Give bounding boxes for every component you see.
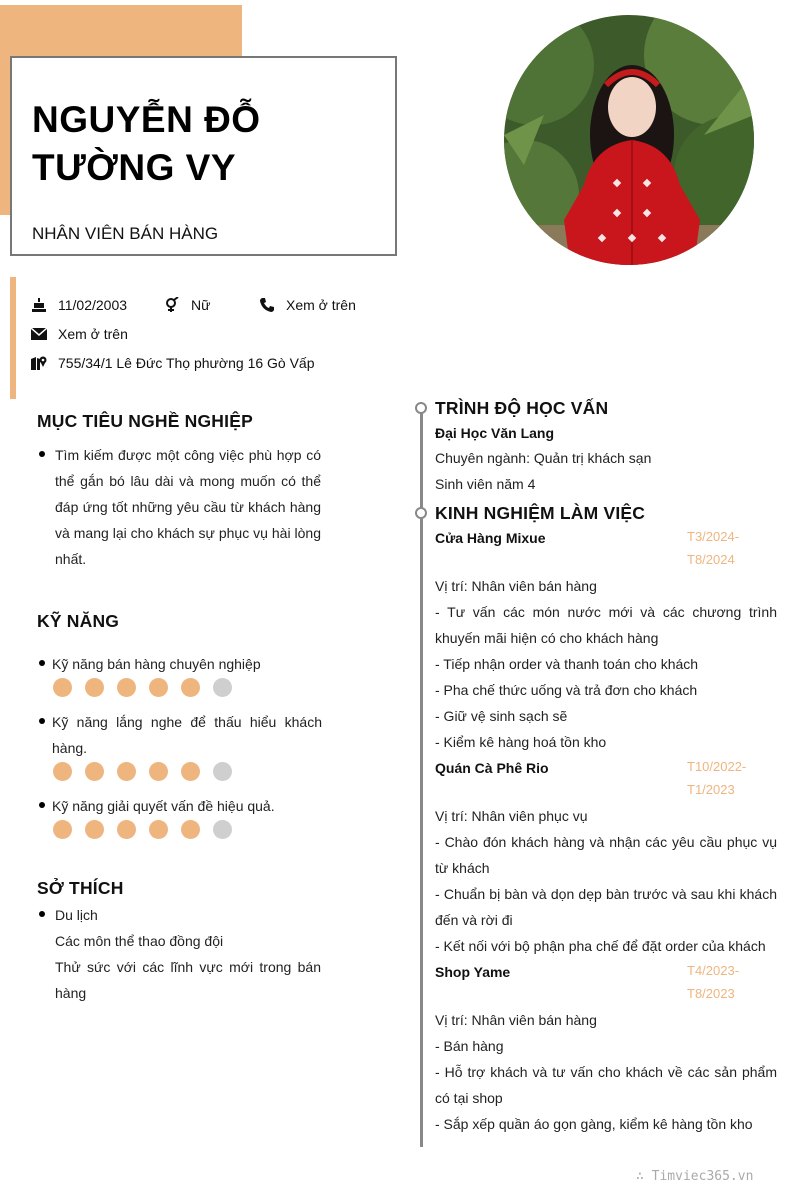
job-date-start: T10/2022- [687, 759, 747, 774]
rating-dot-filled [85, 820, 104, 839]
education-title: TRÌNH ĐỘ HỌC VẤN [435, 398, 609, 418]
phone-icon [258, 296, 276, 314]
skills-title: KỸ NĂNG [37, 611, 120, 631]
skill-label: Kỹ năng bán hàng chuyên nghiệp [52, 656, 261, 672]
skill-rating [53, 678, 232, 697]
rating-dot-filled [85, 762, 104, 781]
job-date-end: T8/2024 [687, 552, 735, 567]
job-duty: - Chuẩn bị bàn và dọn dẹp bàn trước và sau khi khách đến và rời đi [435, 886, 777, 928]
watermark: ∴ Timviec365.vn [636, 1169, 754, 1184]
rating-dot-filled [85, 678, 104, 697]
skill-bullet [39, 802, 45, 808]
envelope-icon [30, 325, 48, 343]
skill-bullet [39, 660, 45, 666]
hobby-bullet [39, 911, 45, 917]
timeline-node [415, 402, 427, 414]
job-date-end: T1/2023 [687, 782, 735, 797]
rating-dot-filled [181, 678, 200, 697]
contact-email [30, 325, 128, 343]
rating-dot-empty [213, 678, 232, 697]
skill-rating [53, 762, 232, 781]
rating-dot-filled [181, 762, 200, 781]
rating-dot-filled [117, 762, 136, 781]
birthday-value: 11/02/2003 [58, 297, 128, 313]
hobby-item: Các môn thể thao đồng đội [55, 933, 224, 949]
rating-dot-filled [181, 820, 200, 839]
rating-dot-filled [117, 678, 136, 697]
job-duty: - Hỗ trợ khách và tư vấn cho khách về các sản phẩm có tại shop [435, 1064, 777, 1106]
job-duty: - Tư vấn các món nước mới và các chương trình khuyến mãi hiện có cho khách hàng [435, 604, 777, 646]
name-box [10, 56, 397, 256]
job-duty: - Kiểm kê hàng hoá tồn kho [435, 734, 607, 750]
rating-dot-filled [149, 820, 168, 839]
timeline-line [420, 412, 423, 1147]
job-duty: - Kết nối với bộ phận pha chế để đặt order của khách [435, 938, 766, 954]
skill-label: Kỹ năng giải quyết vấn đề hiệu quả. [52, 798, 275, 814]
hobby-item: Thử sức với các lĩnh vực mới trong bán hàng [55, 959, 321, 1001]
job-position: Vị trí: Nhân viên bán hàng [435, 578, 597, 594]
job-duty: - Sắp xếp quần áo gọn gàng, kiểm kê hàng tồn kho [435, 1116, 753, 1132]
contact-birthday [30, 296, 127, 314]
job-date-start: T4/2023- [687, 963, 740, 978]
candidate-name: NGUYỄN ĐỖ TƯỜNG VY [32, 99, 261, 188]
timeline-node [415, 507, 427, 519]
job-company: Shop Yame [435, 964, 511, 980]
job-company: Quán Cà Phê Rio [435, 760, 549, 776]
birthday-cake-icon [30, 296, 48, 314]
rating-dot-filled [53, 678, 72, 697]
education-major: Chuyên ngành: Quản trị khách sạn [435, 450, 652, 466]
contact-phone [258, 296, 356, 314]
contact-gender [163, 296, 210, 314]
address-value: 755/34/1 Lê Đức Thọ phường 16 Gò Vấp [58, 355, 315, 371]
objective-title: MỤC TIÊU NGHỀ NGHIỆP [37, 411, 253, 431]
job-position: Vị trí: Nhân viên phục vụ [435, 808, 588, 824]
job-duty: - Chào đón khách hàng và nhận các yêu cầu phục vụ từ khách [435, 834, 777, 876]
education-school: Đại Học Văn Lang [435, 425, 555, 441]
skill-rating [53, 820, 232, 839]
contact-address [30, 354, 315, 372]
rating-dot-empty [213, 820, 232, 839]
contact-accent-bar [10, 277, 16, 399]
email-value: Xem ở trên [58, 326, 128, 342]
profile-photo [504, 15, 754, 265]
education-year: Sinh viên năm 4 [435, 476, 536, 492]
job-date-start: T3/2024- [687, 529, 740, 544]
job-duty: - Pha chế thức uống và trả đơn cho khách [435, 682, 698, 698]
gender-value: Nữ [191, 297, 211, 313]
job-title: NHÂN VIÊN BÁN HÀNG [32, 224, 219, 243]
skill-label: Kỹ năng lắng nghe để thấu hiểu khách hàng. [52, 714, 322, 756]
experience-title: KINH NGHIỆM LÀM VIỆC [435, 503, 646, 523]
rating-dot-filled [53, 762, 72, 781]
rating-dot-filled [149, 678, 168, 697]
rating-dot-filled [53, 820, 72, 839]
rating-dot-empty [213, 762, 232, 781]
job-company: Cửa Hàng Mixue [435, 530, 546, 546]
job-position: Vị trí: Nhân viên bán hàng [435, 1012, 597, 1028]
hobbies-title: SỞ THÍCH [37, 878, 124, 898]
job-duty: - Giữ vệ sinh sạch sẽ [435, 708, 568, 724]
phone-value: Xem ở trên [286, 297, 356, 313]
skill-bullet [39, 718, 45, 724]
rating-dot-filled [149, 762, 168, 781]
job-duty: - Bán hàng [435, 1038, 504, 1054]
objective-text: Tìm kiếm được một công việc phù hợp có thể gắn bó lâu dài và mong muốn có thể đáp ứng tốt những yêu cầu từ khách hàng và mang lại cho khách sự phục vụ hài lòng nhất. [55, 447, 321, 567]
objective-bullet [39, 451, 45, 457]
rating-dot-filled [117, 820, 136, 839]
hobby-item: Du lịch [55, 907, 98, 923]
gender-icon [163, 296, 181, 314]
job-date-end: T8/2023 [687, 986, 735, 1001]
job-duty: - Tiếp nhận order và thanh toán cho khách [435, 656, 699, 672]
map-marker-icon [30, 354, 48, 372]
